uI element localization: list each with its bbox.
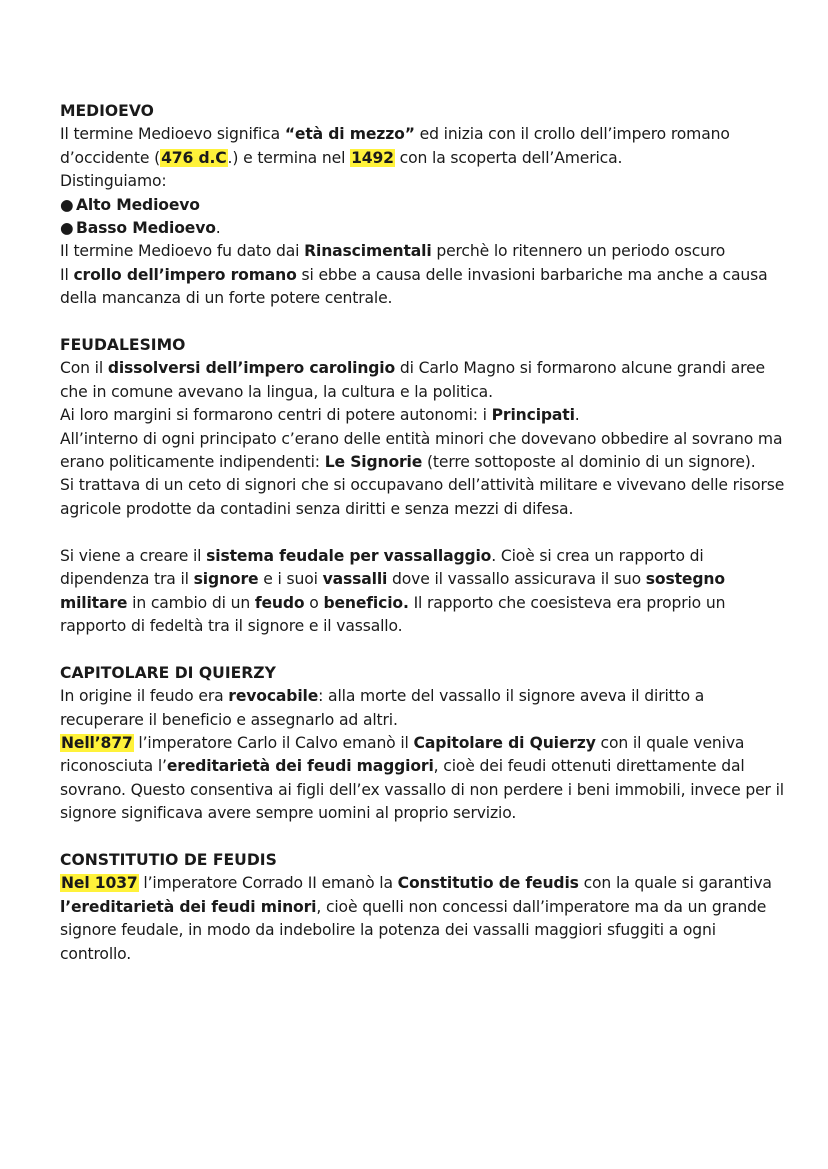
- bold-text: feudo: [254, 593, 305, 612]
- bold-text: Alto Medioevo: [76, 195, 200, 214]
- text: si ebbe a causa delle invasioni barbariche ma anche a causa della mancanza di un forte potere centrale.: [60, 265, 768, 308]
- bullet-dot-icon: ●: [60, 219, 74, 238]
- heading-feudalesimo: FEUDALESIMO: [60, 336, 186, 355]
- section-constitutio-de-feudis: [60, 849, 788, 966]
- text: l’imperatore Carlo il Calvo emanò il: [133, 733, 414, 752]
- paragraph: [60, 732, 788, 826]
- text: perchè lo ritennero un periodo oscuro: [431, 242, 726, 261]
- text: dove il vassallo assicurava il suo: [387, 570, 646, 589]
- text: Si viene a creare il: [60, 546, 207, 565]
- bold-text: Rinascimentali: [304, 242, 432, 261]
- bold-text: Constitutio de feudis: [397, 874, 579, 893]
- text: .: [574, 406, 580, 425]
- text: , cioè dei feudi ottenuti direttamente dal sovrano. Questo consentiva ai figli dell’ex vassallo di non perdere i beni immobili, invece per il signore significava avere sempre uomini al proprio servizio.: [60, 757, 784, 823]
- bold-text: crollo dell’impero romano: [73, 265, 297, 284]
- bold-text: Basso Medioevo: [76, 219, 216, 238]
- section-medioevo: [60, 100, 788, 311]
- paragraph: [60, 357, 788, 404]
- text: Ai loro margini si formarono centri di potere autonomi: i: [60, 406, 492, 425]
- paragraph: [60, 264, 788, 311]
- text: in cambio di un: [127, 593, 255, 612]
- paragraph: [60, 123, 788, 170]
- section-vassallaggio: [60, 545, 788, 639]
- bullet-list: [60, 194, 788, 241]
- text: . Cioè si crea un rapporto di dipendenza tra il: [60, 546, 704, 589]
- heading-medioevo: MEDIOEVO: [60, 102, 154, 120]
- bold-text: ereditarietà dei feudi maggiori: [166, 757, 434, 776]
- text: con la scoperta dell’America.: [394, 148, 623, 167]
- section-capitolare-di-quierzy: [60, 662, 788, 826]
- text: Il termine Medioevo fu dato dai: [60, 242, 305, 261]
- paragraph: [60, 428, 788, 475]
- text: All’interno di ogni principato c’erano delle entità minori che dovevano obbedire al sovrano ma erano politicamente indipendenti:: [60, 429, 783, 472]
- bold-text: “età di mezzo”: [284, 125, 415, 144]
- text: con il quale veniva riconosciuta l’: [60, 733, 745, 776]
- section-feudalesimo: [60, 334, 788, 521]
- text: con la quale si garantiva: [578, 874, 772, 893]
- paragraph: [60, 545, 788, 639]
- text: di Carlo Magno si formarono alcune grandi aree che in comune avevano la lingua, la cultura e la politica.: [60, 359, 765, 401]
- highlighted-text: Nell’877: [61, 733, 133, 752]
- paragraph: [60, 872, 788, 966]
- text: o: [304, 593, 324, 612]
- bold-text: dissolversi dell’impero carolingio: [107, 359, 396, 378]
- bold-text: Le Signorie: [324, 453, 423, 472]
- text: Il termine Medioevo significa: [60, 125, 285, 144]
- highlighted-text: 476 d.C: [161, 148, 227, 167]
- text: : alla morte del vassallo il signore aveva il diritto a recuperare il beneficio e assegnarlo ad altri.: [60, 687, 705, 729]
- list-item: [60, 217, 788, 240]
- paragraph: [60, 685, 788, 732]
- paragraph: Distinguiamo:: [60, 172, 167, 191]
- bold-text: sostegno militare: [60, 570, 725, 612]
- text: e i suoi: [258, 570, 323, 589]
- text: ed inizia con il crollo dell’impero romano d’occidente (: [60, 125, 730, 167]
- heading-capitolare: CAPITOLARE DI QUIERZY: [60, 663, 276, 682]
- text: (terre sottoposte al dominio di un signore).: [422, 453, 756, 472]
- text: .) e termina nel: [227, 148, 351, 167]
- text: .: [215, 219, 221, 238]
- paragraph: [60, 404, 788, 427]
- highlighted-text: 1492: [351, 148, 394, 167]
- bold-text: vassalli: [322, 570, 388, 589]
- text: Il rapporto che coesisteva era proprio un rapporto di fedeltà tra il signore e il vassallo.: [60, 593, 726, 635]
- heading-constitutio: CONSTITUTIO DE FEUDIS: [60, 850, 277, 869]
- paragraph: Si trattava di un ceto di signori che si occupavano dell’attività militare e vivevano delle risorse agricole prodotte da contadini senza diritti e senza mezzi di difesa.: [60, 476, 785, 518]
- bullet-dot-icon: ●: [60, 195, 74, 214]
- text: Con il: [60, 359, 108, 378]
- bold-text: l’ereditarietà dei feudi minori: [60, 897, 317, 916]
- text: , cioè quelli non concessi dall’imperatore ma da un grande signore feudale, in modo da indebolire la potenza dei vassalli maggiori sfuggiti a ogni controllo.: [60, 897, 767, 963]
- paragraph: [60, 240, 788, 263]
- highlighted-text: Nel 1037: [61, 874, 138, 893]
- bold-text: sistema feudale per vassallaggio: [206, 546, 492, 565]
- text: In origine il feudo era: [60, 687, 229, 706]
- bold-text: Principati: [491, 406, 575, 425]
- text: l’imperatore Corrado II emanò la: [138, 874, 398, 893]
- bold-text: Capitolare di Quierzy: [413, 733, 596, 752]
- list-item: [60, 194, 788, 217]
- bold-text: beneficio.: [323, 593, 409, 612]
- bold-text: signore: [193, 570, 259, 589]
- text: Il: [60, 265, 74, 284]
- bold-text: revocabile: [228, 687, 319, 706]
